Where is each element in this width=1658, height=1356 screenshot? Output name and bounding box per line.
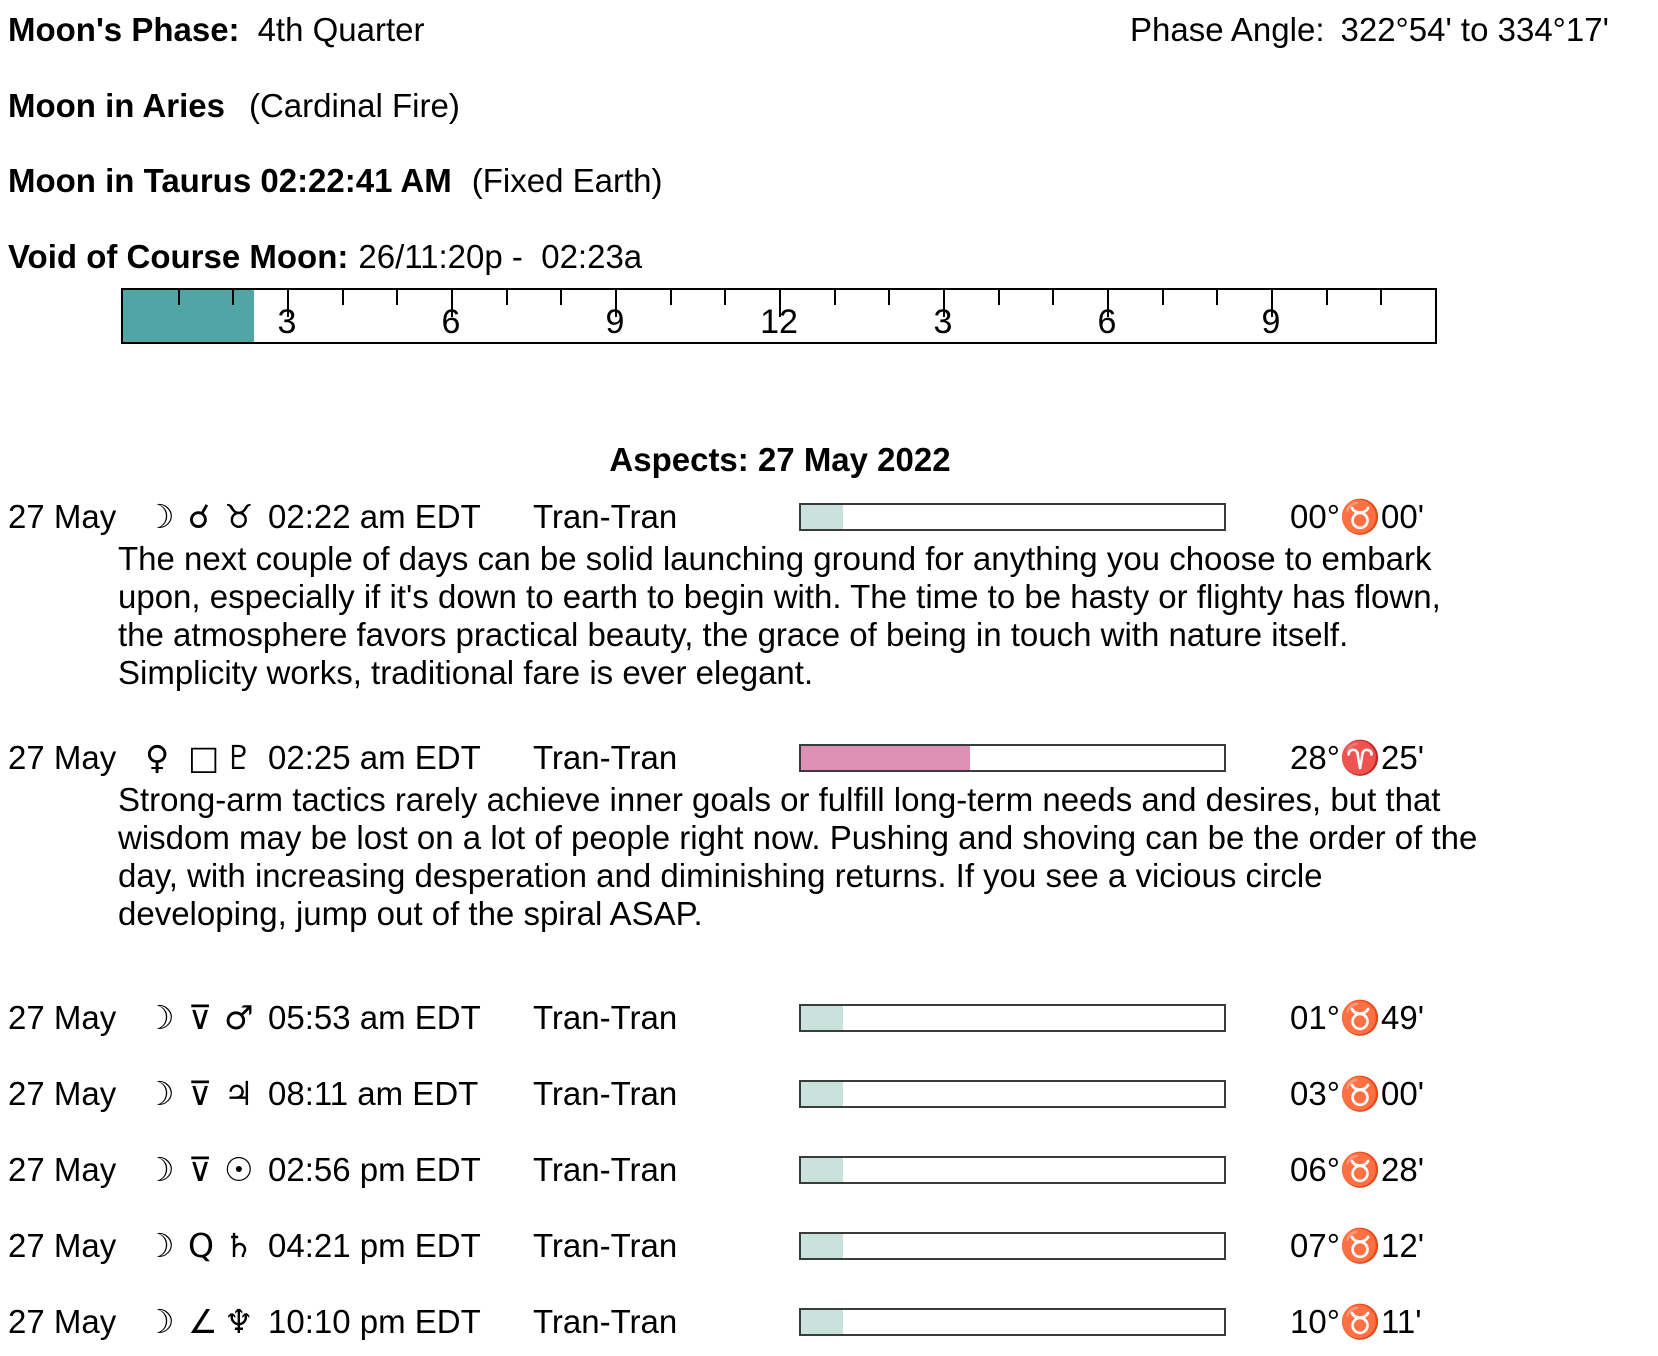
aspect-orb-fill	[801, 1006, 843, 1030]
aspect-time: 05:53 am EDT	[268, 999, 481, 1036]
ruler-tick	[1162, 290, 1164, 305]
aspect-type: Tran-Tran	[533, 739, 678, 776]
aspect-description-line: Simplicity works, traditional fare is ever elegant.	[118, 654, 814, 691]
aspect-time: 02:25 am EDT	[268, 739, 481, 776]
ruler-tick	[506, 290, 508, 305]
aspect-row	[0, 738, 1658, 932]
ruler-tick	[342, 290, 344, 305]
moon-sign-aries-line	[8, 86, 460, 126]
ruler-hour-label: 3	[277, 303, 297, 341]
aspect-time: 04:21 pm EDT	[268, 1227, 481, 1264]
ruler-tick	[670, 290, 672, 305]
ruler-tick	[724, 290, 726, 305]
mars-icon: ♂	[224, 998, 254, 1037]
sun-icon: ☉	[224, 1150, 254, 1189]
semi-sextile-icon: ⊽	[188, 1074, 213, 1113]
ruler-tick	[998, 290, 1000, 305]
aspect-degree: 10°♉11'	[1290, 1303, 1422, 1340]
aspect-description-line: Strong-arm tactics rarely achieve inner goals or fulfill long-term needs and desires, but that	[118, 781, 1441, 818]
ruler-tick	[1052, 290, 1054, 305]
moon-sign-taurus-note: (Fixed Earth)	[471, 162, 663, 199]
aspect-description-line: developing, jump out of the spiral ASAP.	[118, 895, 703, 932]
aspect-degree: 28°♈25'	[1290, 739, 1424, 776]
aspect-description-line: wisdom may be lost on a lot of people right now. Pushing and shoving can be the order of the	[118, 819, 1478, 856]
aspect-date: 27 May	[8, 1075, 117, 1112]
aspect-orb-bar	[799, 1156, 1226, 1184]
aspect-date: 27 May	[8, 498, 117, 535]
aspect-orb-fill	[801, 746, 970, 770]
ruler-hour-label: 9	[1261, 303, 1281, 341]
aspect-row	[0, 1226, 1658, 1266]
moon-icon: ☽	[145, 497, 175, 536]
ruler-tick	[1216, 290, 1218, 305]
moon-sign-taurus-label: Moon in Taurus 02:22:41 AM	[8, 162, 452, 199]
semi-square-icon: ∠	[188, 1302, 218, 1341]
aspect-orb-fill	[801, 1082, 843, 1106]
aspect-degree: 07°♉12'	[1290, 1227, 1424, 1264]
aspect-orb-fill	[801, 505, 843, 529]
aspect-degree: 06°♉28'	[1290, 1151, 1424, 1188]
jupiter-icon: ♃	[224, 1074, 254, 1113]
moons-phase-label: Moon's Phase:	[8, 11, 240, 48]
aspect-degree: 00°♉00'	[1290, 498, 1424, 535]
ruler-tick	[232, 290, 234, 305]
aspect-orb-bar	[799, 1232, 1226, 1260]
conjunction-icon: ☌	[188, 497, 211, 536]
ruler-hour-label: 3	[933, 303, 953, 341]
aspects-title: Aspects: 27 May 2022	[609, 441, 951, 478]
semi-sextile-icon: ⊽	[188, 1150, 213, 1189]
ruler-tick	[1326, 290, 1328, 305]
void-of-course-fill	[123, 290, 254, 342]
ruler-hour-label: 6	[441, 303, 461, 341]
venus-icon: ♀	[145, 738, 170, 777]
taurus-icon: ♉	[224, 497, 254, 536]
aspect-type: Tran-Tran	[533, 999, 678, 1036]
aspect-degree: 03°♉00'	[1290, 1075, 1424, 1112]
aspect-description-line: day, with increasing desperation and diminishing returns. If you see a vicious circle	[118, 857, 1323, 894]
void-of-course-ruler	[121, 288, 1437, 344]
aspect-type: Tran-Tran	[533, 1151, 678, 1188]
aspect-orb-bar	[799, 1308, 1226, 1336]
aspect-row	[0, 1074, 1658, 1114]
moon-icon: ☽	[145, 1302, 175, 1341]
aspect-time: 08:11 am EDT	[268, 1075, 479, 1112]
moons-phase-value: 4th Quarter	[257, 11, 425, 48]
moon-icon: ☽	[145, 998, 175, 1037]
aspect-date: 27 May	[8, 1151, 117, 1188]
aspect-time: 10:10 pm EDT	[268, 1303, 481, 1340]
moon-sign-taurus-line	[8, 161, 662, 201]
aspect-description-line: The next couple of days can be solid launching ground for anything you choose to embark	[118, 540, 1432, 577]
aspect-orb-fill	[801, 1234, 843, 1258]
moon-icon: ☽	[145, 1226, 175, 1265]
aspect-description	[118, 781, 1648, 933]
saturn-icon: ♄	[224, 1226, 254, 1265]
aspect-time: 02:56 pm EDT	[268, 1151, 481, 1188]
aspect-type: Tran-Tran	[533, 1303, 678, 1340]
aspect-orb-bar	[799, 744, 1226, 772]
ruler-tick	[396, 290, 398, 305]
aspect-degree: 01°♉49'	[1290, 999, 1424, 1036]
ruler-tick	[834, 290, 836, 305]
aspect-type: Tran-Tran	[533, 1227, 678, 1264]
aspect-description	[118, 540, 1648, 692]
aspect-row	[0, 998, 1658, 1038]
aspect-orb-fill	[801, 1158, 843, 1182]
void-of-course-line	[8, 237, 642, 277]
aspect-date: 27 May	[8, 1303, 117, 1340]
moons-phase-line	[8, 10, 424, 50]
aspect-time: 02:22 am EDT	[268, 498, 481, 535]
aspect-description-line: upon, especially if it's down to earth to begin with. The time to be hasty or flighty has flown,	[118, 578, 1441, 615]
semi-sextile-icon: ⊽	[188, 998, 213, 1037]
square-icon: □	[188, 738, 220, 777]
aspect-row	[0, 1302, 1658, 1342]
ruler-hour-label: 12	[760, 303, 798, 341]
aspect-date: 27 May	[8, 999, 117, 1036]
moon-sign-aries-label: Moon in Aries	[8, 87, 225, 124]
moon-icon: ☽	[145, 1074, 175, 1113]
neptune-icon: ♆	[224, 1302, 254, 1341]
ruler-tick	[1380, 290, 1382, 305]
aspect-type: Tran-Tran	[533, 498, 678, 535]
aspect-orb-fill	[801, 1310, 843, 1334]
void-of-course-label: Void of Course Moon:	[8, 238, 349, 275]
phase-angle-label: Phase Angle:	[1130, 11, 1325, 48]
ruler-tick	[178, 290, 180, 305]
aspect-type: Tran-Tran	[533, 1075, 678, 1112]
aspect-row	[0, 1150, 1658, 1190]
aspect-orb-bar	[799, 1080, 1226, 1108]
moon-sign-aries-note: (Cardinal Fire)	[248, 87, 460, 124]
quintile-icon: Q	[188, 1226, 214, 1265]
ruler-tick	[560, 290, 562, 305]
ruler-hour-label: 9	[605, 303, 625, 341]
phase-angle-value: 322°54' to 334°17'	[1340, 11, 1609, 48]
aspect-date: 27 May	[8, 1227, 117, 1264]
aspect-row	[0, 497, 1658, 691]
pluto-icon: ♇	[224, 738, 254, 777]
ruler-hour-label: 6	[1097, 303, 1117, 341]
void-of-course-value: 26/11:20p - 02:23a	[358, 238, 643, 275]
phase-angle-line	[1130, 10, 1609, 50]
moon-icon: ☽	[145, 1150, 175, 1189]
aspect-description-line: the atmosphere favors practical beauty, the grace of being in touch with nature itself.	[118, 616, 1349, 653]
aspect-orb-bar	[799, 503, 1226, 531]
aspect-date: 27 May	[8, 739, 117, 776]
ruler-tick	[888, 290, 890, 305]
aspect-orb-bar	[799, 1004, 1226, 1032]
